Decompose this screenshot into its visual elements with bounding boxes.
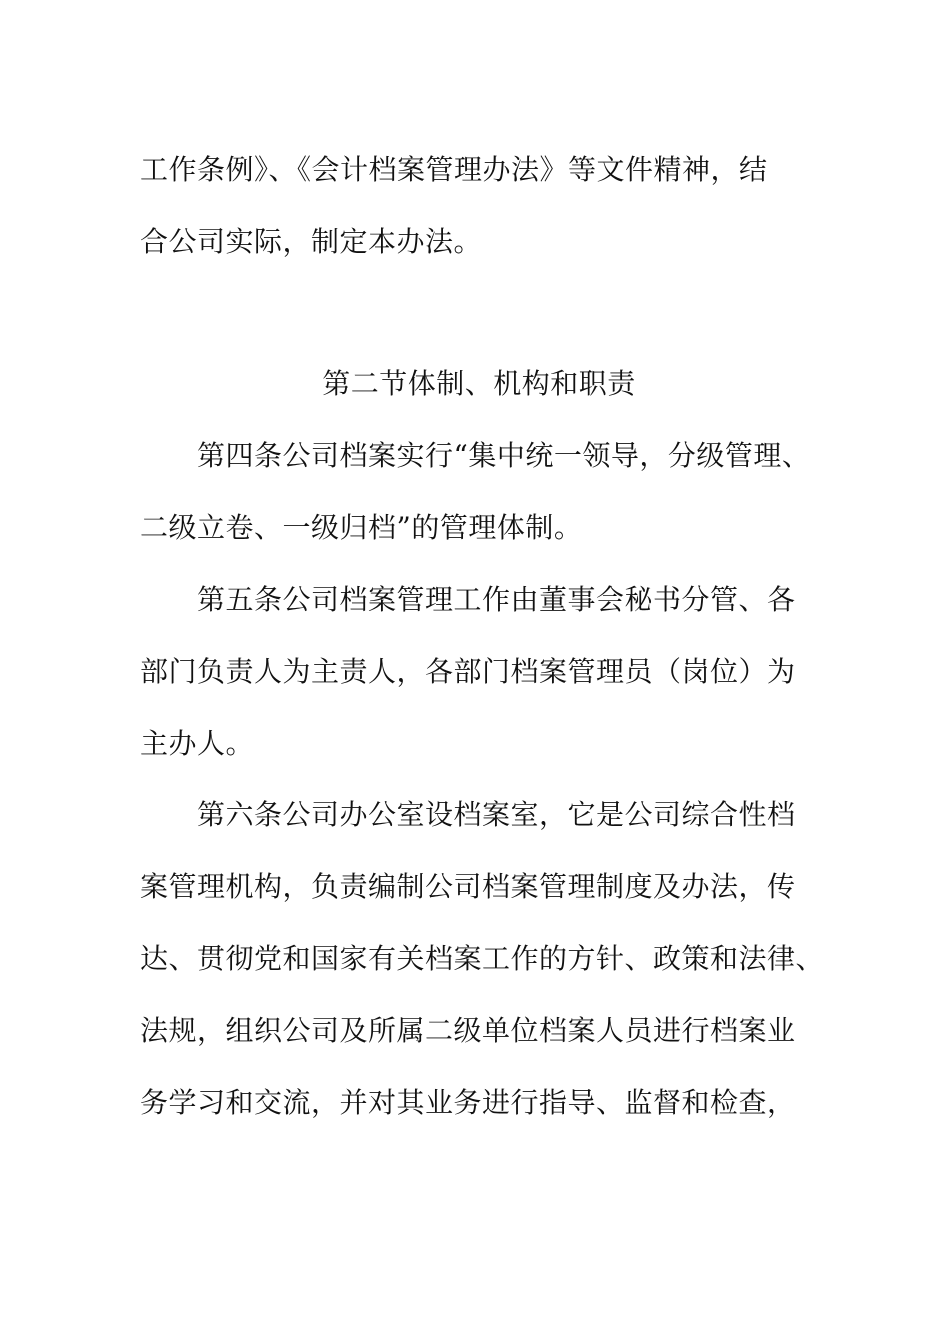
article-4-line: 二级立卷、一级归档”的管理体制。 bbox=[140, 511, 583, 544]
article-5-line: 第五条公司档案管理工作由董事会秘书分管、各 bbox=[197, 583, 796, 616]
article-6-line: 务学习和交流，并对其业务进行指导、监督和检查， bbox=[140, 1086, 796, 1119]
article-5-line: 部门负责人为主责人，各部门档案管理员（岗位）为 bbox=[140, 655, 796, 688]
section-heading: 第二节体制、机构和职责 bbox=[322, 367, 636, 400]
article-6-line: 法规，组织公司及所属二级单位档案人员进行档案业 bbox=[140, 1014, 796, 1047]
body-line: 工作条例》、《会计档案管理办法》等文件精神，结 bbox=[140, 153, 768, 186]
article-5-line: 主办人。 bbox=[140, 727, 255, 760]
article-6-line: 第六条公司办公室设档案室，它是公司综合性档 bbox=[197, 798, 796, 831]
article-4-line: 第四条公司档案实行“集中统一领导，分级管理、 bbox=[197, 439, 811, 472]
body-line: 合公司实际，制定本办法。 bbox=[140, 225, 483, 258]
article-6-line: 达、贯彻党和国家有关档案工作的方针、政策和法律、 bbox=[140, 942, 825, 975]
article-6-line: 案管理机构，负责编制公司档案管理制度及办法，传 bbox=[140, 870, 796, 903]
